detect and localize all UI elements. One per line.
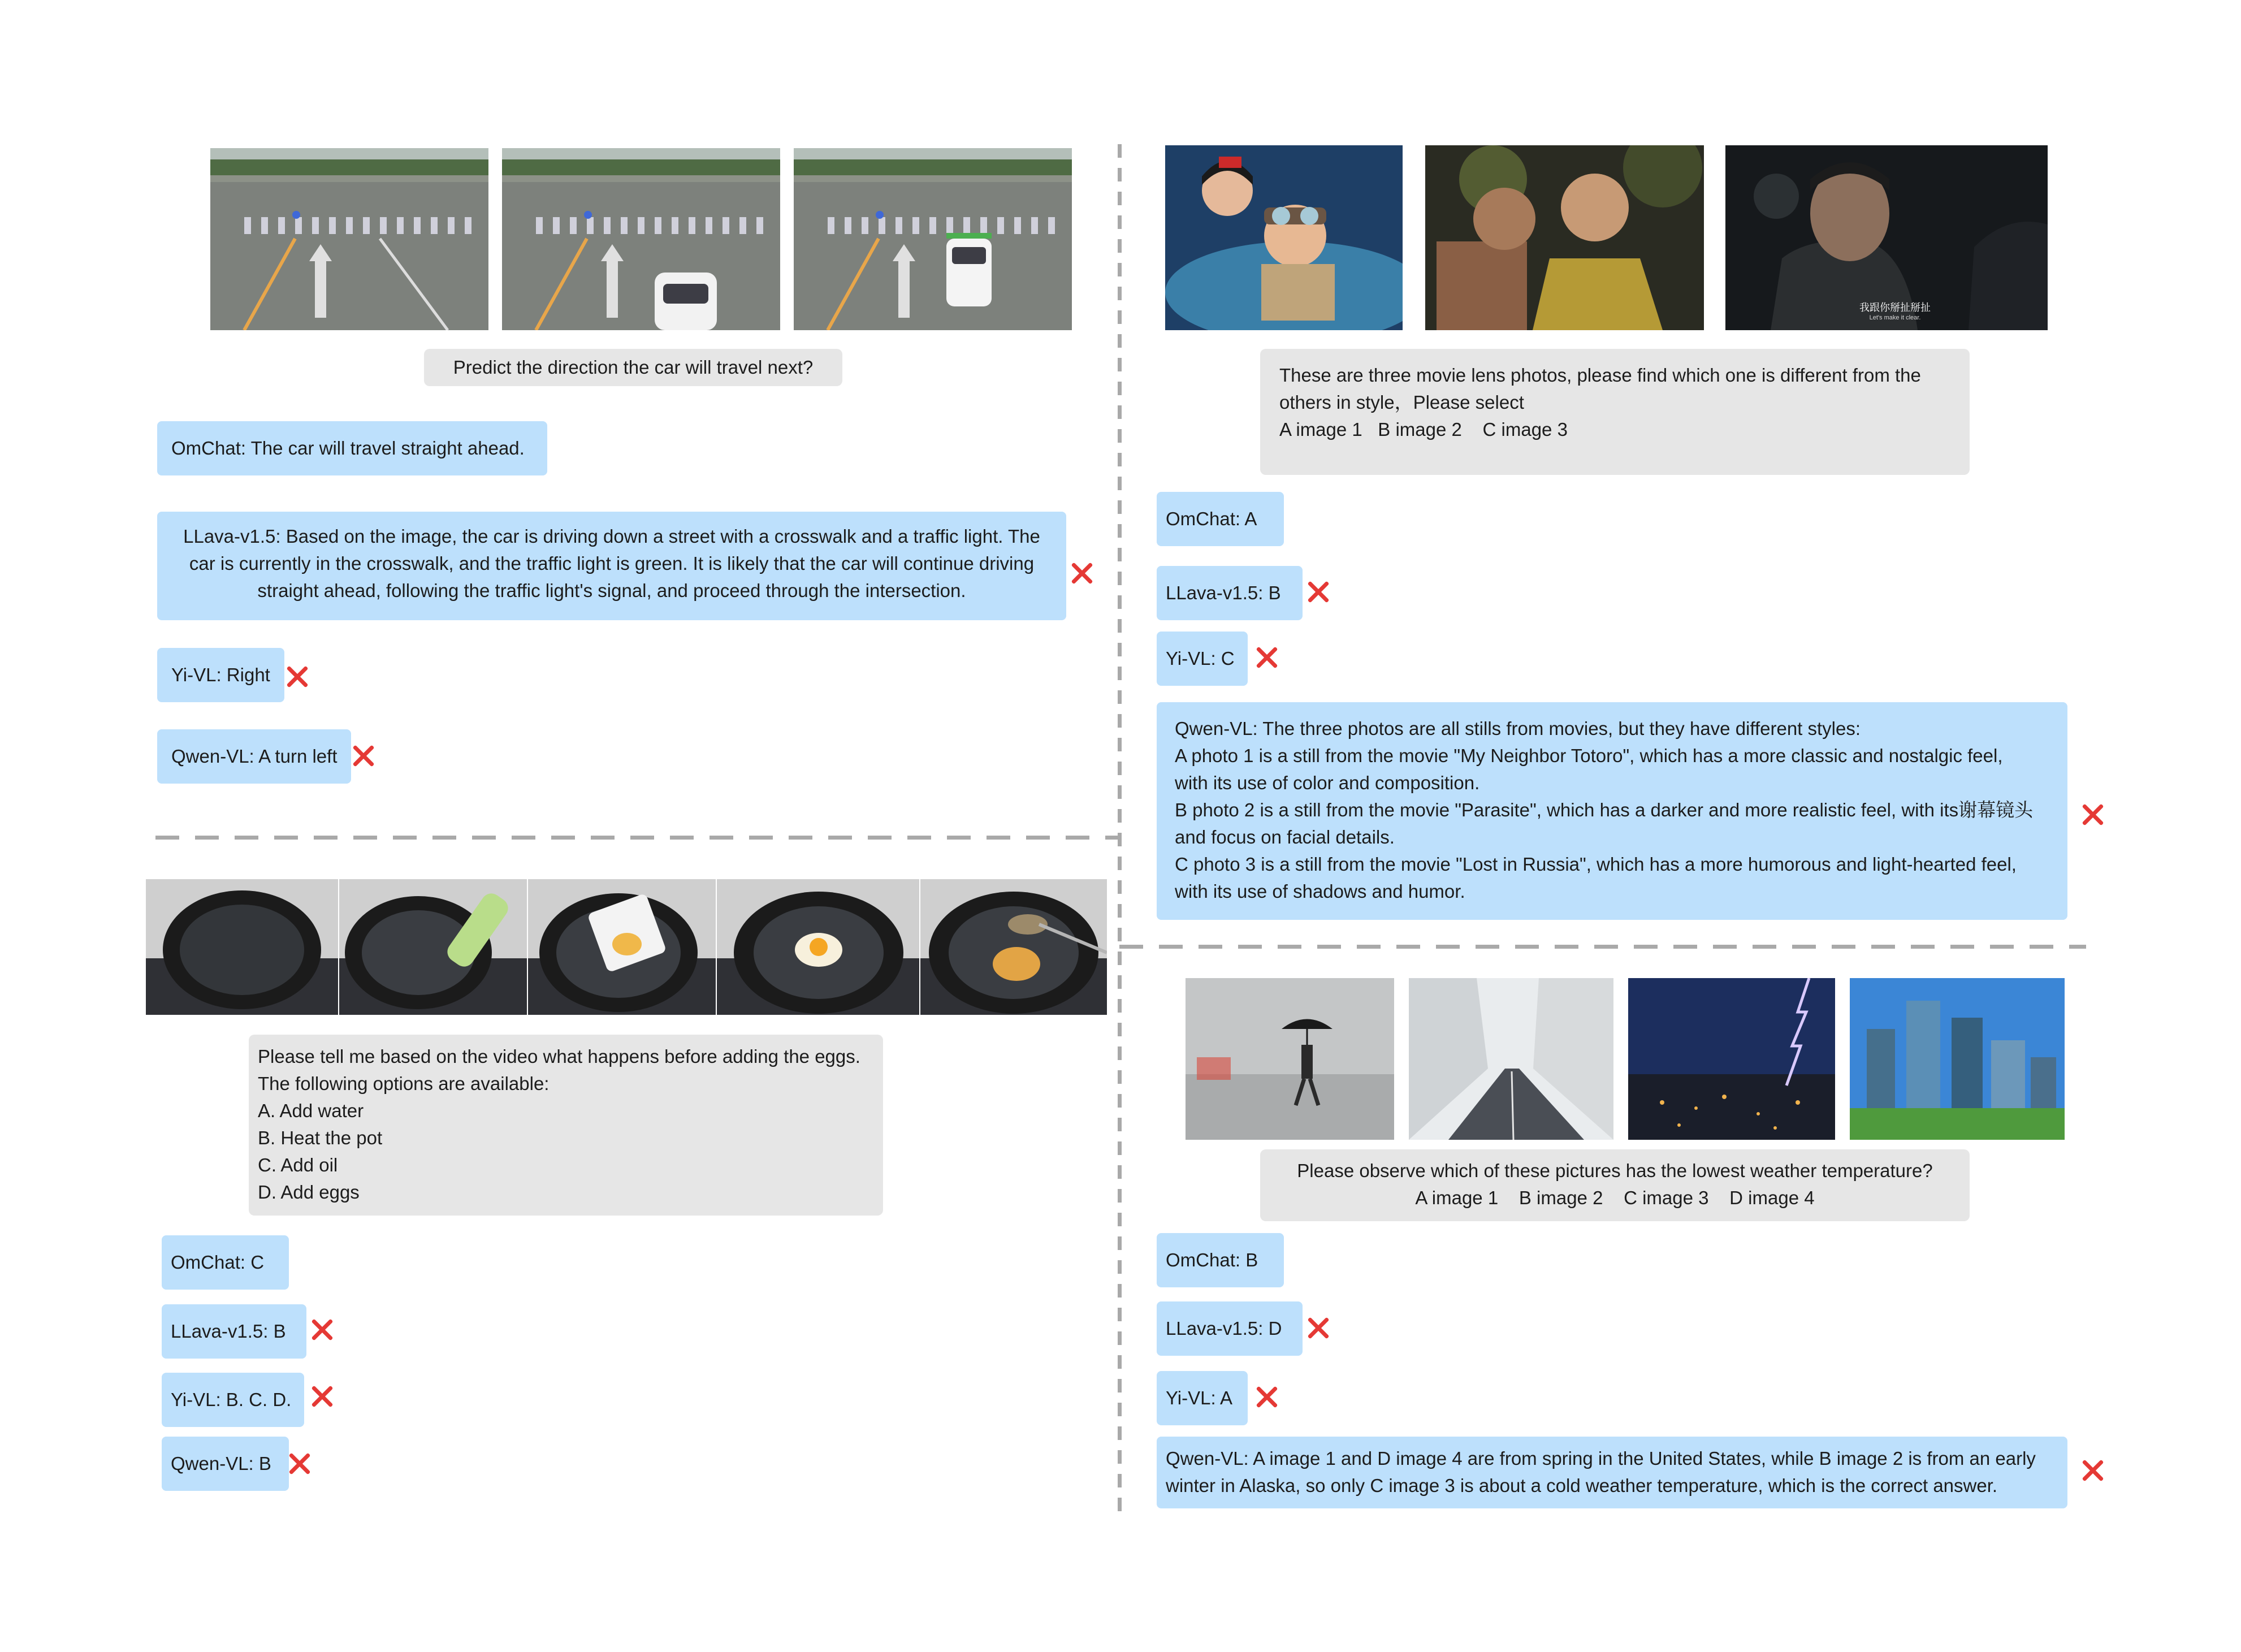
answer-line: Qwen-VL: The three photos are all stills from movies, but they have different styles: bbox=[1175, 718, 1861, 739]
vertical-divider bbox=[1118, 144, 1122, 1512]
left-horizontal-divider bbox=[155, 836, 1119, 840]
answer-line: Qwen-VL: A image 1 and D image 4 are from spring in the United States, while B image 2 is from an early bbox=[1166, 1448, 2036, 1469]
wrong-mark-icon bbox=[1306, 1316, 1330, 1340]
cooking-frame-2 bbox=[339, 879, 527, 1015]
weather-frame-4 bbox=[1850, 978, 2065, 1140]
cooking-frame-5 bbox=[920, 879, 1107, 1015]
answer-line: C photo 3 is a still from the movie "Lost in Russia", which has a more humorous and light-hearted feel, bbox=[1175, 854, 2017, 875]
weather-frame-3 bbox=[1628, 978, 1835, 1140]
wrong-mark-icon bbox=[1255, 646, 1279, 669]
right-horizontal-divider bbox=[1119, 945, 2086, 949]
question-line: C. Add oil bbox=[258, 1154, 338, 1175]
movie-llava-answer bbox=[1157, 566, 1303, 620]
question-line: The following options are available: bbox=[258, 1073, 550, 1094]
question-line: D. Add eggs bbox=[258, 1182, 360, 1203]
cooking-llava-answer bbox=[162, 1304, 306, 1359]
cooking-qwen-answer bbox=[162, 1437, 289, 1491]
answer-text: LLava-v1.5: B bbox=[1166, 582, 1281, 603]
answer-text: Yi-VL: B. C. D. bbox=[171, 1389, 292, 1410]
traffic-yi-answer bbox=[157, 648, 284, 702]
question-line: others in style，Please select bbox=[1279, 392, 1524, 413]
cooking-omchat-answer bbox=[162, 1235, 289, 1290]
question-line: These are three movie lens photos, please find which one is different from the bbox=[1279, 365, 1921, 386]
wrong-mark-icon bbox=[310, 1318, 334, 1342]
traffic-omchat-answer bbox=[157, 421, 547, 475]
question-line: A image 1 B image 2 C image 3 D image 4 bbox=[1415, 1187, 1815, 1208]
answer-text: LLava-v1.5: D bbox=[1166, 1318, 1282, 1339]
wrong-mark-icon bbox=[310, 1385, 334, 1408]
cooking-frame-3 bbox=[528, 879, 716, 1015]
cooking-yi-answer bbox=[162, 1373, 304, 1427]
weather-qwen-answer bbox=[1157, 1437, 2067, 1508]
wrong-mark-icon bbox=[288, 1452, 312, 1476]
movie-question bbox=[1260, 349, 1970, 475]
weather-frame-1 bbox=[1186, 978, 1394, 1140]
weather-yi-answer bbox=[1157, 1371, 1248, 1425]
question-line: B. Heat the pot bbox=[258, 1127, 383, 1148]
weather-question bbox=[1260, 1149, 1970, 1221]
movie-qwen-answer bbox=[1157, 702, 2067, 920]
movie-frame-1 bbox=[1165, 145, 1403, 330]
cooking-question bbox=[249, 1035, 883, 1216]
answer-text: Qwen-VL: A turn left bbox=[171, 746, 338, 767]
traffic-qwen-answer bbox=[157, 729, 351, 784]
wrong-mark-icon bbox=[2081, 803, 2105, 827]
question-line: A. Add water bbox=[258, 1100, 364, 1121]
answer-text: OmChat: B bbox=[1166, 1249, 1258, 1270]
answer-line: with its use of color and composition. bbox=[1175, 772, 1480, 793]
answer-line: straight ahead, following the traffic light's signal, and proceed through the intersection. bbox=[257, 580, 966, 601]
answer-text: Yi-VL: A bbox=[1166, 1387, 1232, 1408]
wrong-mark-icon bbox=[1255, 1385, 1279, 1409]
weather-llava-answer bbox=[1157, 1301, 1303, 1356]
cooking-frame-1 bbox=[146, 879, 338, 1015]
movie-subtitle-cn: 我跟你掰扯掰扯 bbox=[1859, 302, 1931, 313]
traffic-llava-answer bbox=[157, 512, 1066, 620]
traffic-frame-1 bbox=[210, 148, 488, 330]
answer-line: A photo 1 is a still from the movie "My Neighbor Totoro", which has a more classic and nostalgic feel, bbox=[1175, 745, 2003, 766]
movie-subtitle-en: Let's make it clear. bbox=[1869, 314, 1921, 321]
answer-line: B photo 2 is a still from the movie "Parasite", which has a darker and more realistic feel, with its谢幕镜头 bbox=[1175, 799, 2034, 820]
traffic-question-text: Predict the direction the car will travel next? bbox=[453, 357, 814, 378]
answer-text: Yi-VL: C bbox=[1166, 648, 1235, 669]
movie-frame-2 bbox=[1425, 145, 1704, 330]
answer-text: OmChat: C bbox=[171, 1252, 265, 1273]
wrong-mark-icon bbox=[2081, 1459, 2105, 1482]
answer-text: Yi-VL: Right bbox=[171, 664, 270, 685]
wrong-mark-icon bbox=[1070, 561, 1094, 585]
traffic-frame-3 bbox=[794, 148, 1072, 330]
answer-line: with its use of shadows and humor. bbox=[1175, 881, 1465, 902]
answer-text: Qwen-VL: B bbox=[171, 1453, 271, 1474]
weather-omchat-answer bbox=[1157, 1233, 1284, 1287]
traffic-question bbox=[424, 349, 842, 386]
answer-line: winter in Alaska, so only C image 3 is about a cold weather temperature, which is the correct answer. bbox=[1166, 1475, 1998, 1496]
answer-line: and focus on facial details. bbox=[1175, 827, 1395, 847]
answer-text: OmChat: The car will travel straight ahead. bbox=[171, 438, 525, 459]
answer-line: LLava-v1.5: Based on the image, the car is driving down a street with a crosswalk and a traffic light. The bbox=[183, 526, 1040, 547]
wrong-mark-icon bbox=[1306, 580, 1330, 604]
wrong-mark-icon bbox=[285, 665, 309, 689]
movie-omchat-answer bbox=[1157, 492, 1284, 546]
question-line: Please observe which of these pictures has the lowest weather temperature? bbox=[1297, 1160, 1933, 1181]
question-line: Please tell me based on the video what happens before adding the eggs. bbox=[258, 1046, 860, 1067]
traffic-frame-2 bbox=[502, 148, 780, 330]
answer-text: OmChat: A bbox=[1166, 508, 1257, 529]
answer-text: LLava-v1.5: B bbox=[171, 1321, 286, 1342]
cooking-frame-4 bbox=[717, 879, 919, 1015]
wrong-mark-icon bbox=[352, 744, 375, 768]
movie-frame-3 bbox=[1725, 145, 2048, 330]
weather-frame-2 bbox=[1409, 978, 1613, 1140]
movie-yi-answer bbox=[1157, 632, 1248, 686]
answer-line: car is currently in the crosswalk, and the traffic light is green. It is likely that the car will continue driving bbox=[189, 553, 1035, 574]
question-line: A image 1 B image 2 C image 3 bbox=[1279, 419, 1568, 440]
